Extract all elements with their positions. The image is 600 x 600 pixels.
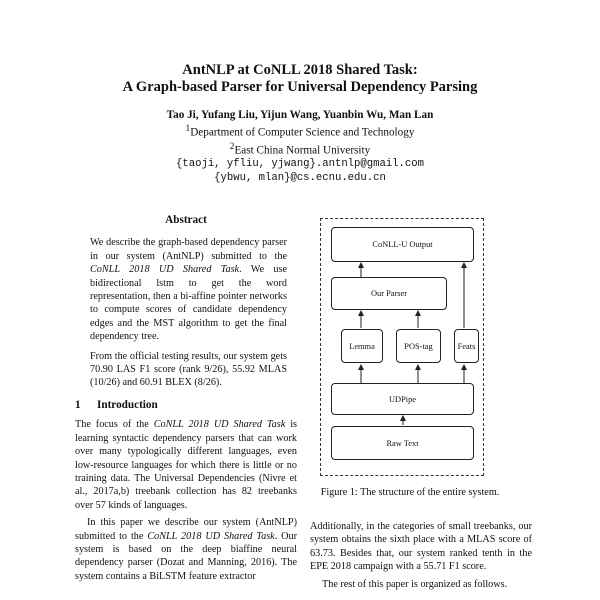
node-lemma: Lemma: [341, 329, 383, 363]
abstract-paragraph-2: From the official testing results, our system gets 70.90 LAS F1 score (rank 9/26), 55.92 MLAS (10/26) and 60.91 BLEX (8/26).: [90, 350, 287, 389]
intro-paragraph-1: [75, 418, 297, 512]
abstract-p1-text-b: . We use bidirectional lstm to get the word representation, then a bi-affine pointer networks to compute scores of candidate dependency edges and the MST algorithm to get the final dependency tree.: [90, 264, 287, 343]
paper-title: [0, 62, 600, 96]
title-line-2: A Graph-based Parser for Universal Dependency Parsing: [122, 79, 478, 95]
right-paragraph-2: The rest of this paper is organized as follows.: [322, 578, 508, 590]
intro-p1-text-b: is learning syntactic dependency parsers that can work over many typologically different languages, even low-resource languages for which there is little or no training data. The Universal Dependencies (Nivre et al., 2017a,b) treebank collection has 82 treebanks over 57 kinds of languages.: [75, 419, 298, 511]
affiliation-1-mark: 1: [185, 124, 191, 134]
node-pos-tag: POS-tag: [396, 329, 441, 363]
affiliation-2-text: East China Normal University: [234, 144, 371, 157]
title-line-1: AntNLP at CoNLL 2018 Shared Task:: [182, 62, 418, 78]
section-title: Introduction: [97, 398, 158, 411]
intro-p2-text-a: In this paper we describe our system (AntNLP) submitted to the: [75, 517, 297, 542]
node-conllu-output: CoNLL-U Output: [331, 227, 474, 262]
intro-p2-text-b: . Our system is based on the deep biaffine neural dependency parser (Dozat and Manning, 2016). The system contains a BiLSTM feature extractor: [75, 530, 298, 582]
node-raw-text: Raw Text: [331, 426, 474, 460]
abstract-heading: Abstract: [165, 214, 207, 226]
author-names: Tao Ji, Yufang Liu, Yijun Wang, Yuanbin Wu, Man Lan: [166, 109, 434, 121]
intro-p1-emphasis: CoNLL 2018 UD Shared Task: [153, 419, 286, 431]
abstract-p1-text-a: We describe the graph-based dependency parser in our system (AntNLP) submitted to the: [90, 237, 287, 262]
figure-1-frame: [320, 218, 484, 476]
affiliation-2-mark: 2: [229, 141, 235, 152]
affiliation-1: [0, 122, 600, 140]
node-our-parser: Our Parser: [331, 277, 447, 310]
affiliation-2: [0, 140, 600, 158]
left-column: [75, 214, 297, 583]
intro-p1-text-a: The focus of the: [75, 419, 154, 431]
email-2: {ybwu, mlan}@cs.ecnu.edu.cn: [214, 172, 386, 185]
intro-paragraph-2: [75, 516, 297, 583]
right-paragraph-1: Additionally, in the categories of small treebanks, our system obtains the sixth place with a MLAS score of 63.73. Besides that, our system ranked tenth in the EPE 2018 campaign with a 55.71 F1 score.: [310, 521, 532, 573]
intro-p2-emphasis: CoNLL 2018 UD Shared Task: [147, 530, 275, 542]
section-number: 1: [75, 398, 81, 411]
node-udpipe: UDPipe: [331, 383, 474, 415]
affiliation-1-text: Department of Computer Science and Technology: [190, 126, 415, 139]
section-heading-introduction: [75, 399, 297, 412]
author-block: [0, 108, 600, 185]
email-1: {taoji, yfliu, yjwang}.antnlp@gmail.com: [176, 158, 424, 171]
abstract-p1-emphasis: CoNLL 2018 UD Shared Task: [90, 264, 240, 276]
abstract-paragraph-1: [90, 236, 287, 343]
right-column: [310, 520, 532, 591]
figure-1-caption: Figure 1: The structure of the entire system.: [320, 487, 500, 498]
node-feats: Feats: [454, 329, 479, 363]
